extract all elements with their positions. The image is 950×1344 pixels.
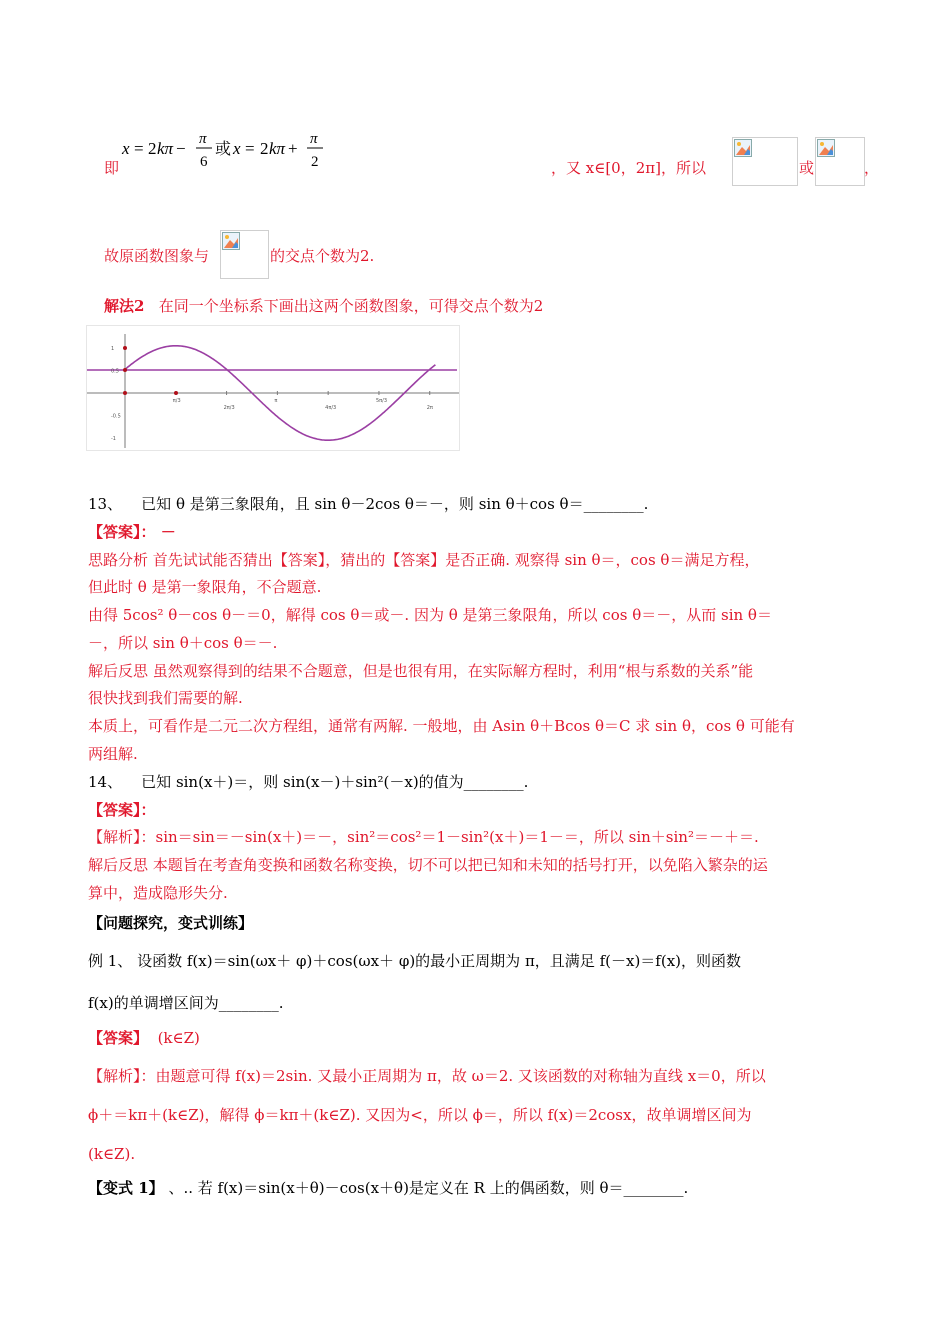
q13-p6: 很快找到我们需要的解. — [88, 689, 243, 707]
svg-text:kπ: kπ — [157, 139, 174, 158]
q14-question: 已知 sin(x＋)＝，则 sin(x－)＋sin²(－x)的值为________. — [141, 773, 529, 791]
svg-text:2: 2 — [311, 154, 319, 170]
x-tick-label: 2π/3 — [223, 405, 235, 411]
q13-p4: －，所以 sin θ＋cos θ＝－. — [88, 634, 278, 652]
svg-text:x: x — [233, 139, 241, 158]
line2-start: 故原函数图象与 — [104, 247, 210, 265]
ex1-a2: ϕ＋＝kπ＋(k∈Z)，解得 ϕ＝kπ＋(k∈Z). 又因为<，所以 ϕ＝，所以 f(x)＝2cosx，故单调增区间为 — [88, 1106, 752, 1124]
q13-p1: 思路分析 首先试试能否猜出【答案】，猜出的【答案】是否正确. 观察得 sin θ＝，cos θ＝满足方程， — [88, 551, 760, 569]
svg-text:x: x — [122, 139, 130, 158]
image-placeholder-3 — [220, 230, 269, 279]
svg-text:6: 6 — [200, 154, 208, 170]
x-tick-label: π/3 — [172, 398, 181, 404]
y-tick-label: 1 — [111, 346, 115, 352]
or-label: 或 — [799, 159, 815, 177]
broken-image-icon — [734, 139, 752, 157]
point-pi-third — [174, 391, 178, 395]
svg-text:−: − — [176, 139, 186, 158]
section-title: 【问题探究，变式训练】 — [88, 914, 254, 932]
image-placeholder-2 — [815, 137, 865, 186]
x-tick-label: 2π — [426, 405, 433, 411]
math-formula-image — [120, 128, 340, 174]
variant-label: 【变式 1】 — [88, 1179, 164, 1197]
y-tick-label: -1 — [111, 436, 116, 442]
line2-end: 的交点个数为2. — [270, 247, 375, 265]
point-origin — [123, 391, 127, 395]
svg-text:kπ: kπ — [269, 139, 286, 158]
q14-answer: 【答案】： — [88, 801, 156, 819]
ex1-answer-label: 【答案】 — [88, 1029, 149, 1047]
q14-r2: 算中，造成隐形失分. — [88, 884, 228, 902]
ji-label: 即 — [104, 159, 120, 177]
q14-analysis: 【解析】：sin＝sin＝－sin(x＋)＝－，sin²＝cos²＝1－sin²(x＋)＝1－＝，所以 sin＋sin²＝－＋＝. — [88, 828, 759, 846]
ex1-a3: (k∈Z). — [88, 1145, 136, 1163]
y-tick-label: -0.5 — [111, 413, 121, 420]
q13-p8: 两组解. — [88, 745, 138, 763]
svg-text:=: = — [134, 139, 144, 158]
broken-image-icon — [222, 232, 240, 250]
comma: ， — [864, 159, 880, 177]
ex1-answer-text: (k∈Z) — [157, 1029, 200, 1047]
line1-tail: ，又 x∈[0，2π]，所以 — [551, 159, 706, 177]
svg-text:2: 2 — [148, 139, 157, 158]
x-tick-label: 5π/3 — [375, 398, 388, 404]
q13-p7: 本质上，可看作是二元二次方程组，通常有两解. 一般地，由 Asin θ＋Bcos θ＝C 求 sin θ，cos θ 可能有 — [88, 717, 795, 735]
ex1-line1: 例 1、 设函数 f(x)＝sin(ωx＋ φ)＋cos(ωx＋ φ)的最小正周期为 π，且满足 f(－x)＝f(x)，则函数 — [88, 952, 742, 970]
svg-text:=: = — [245, 139, 255, 158]
function-graph — [86, 325, 460, 451]
x-tick-label: 4π/3 — [325, 405, 337, 411]
ex1-a1: 【解析】：由题意可得 f(x)＝2sin. 又最小正周期为 π，故 ω＝2. 又该函数的对称轴为直线 x＝0，所以 — [88, 1067, 766, 1085]
ex1-line2: f(x)的单调增区间为________. — [88, 994, 284, 1012]
q13-p5: 解后反思 虽然观察得到的结果不合题意，但是也很有用，在实际解方程时，利用“根与系数的关系”能 — [88, 662, 754, 680]
q14-r1: 解后反思 本题旨在考查角变换和函数名称变换，切不可以把已知和未知的括号打开，以免陷入繁杂的运 — [88, 856, 768, 874]
svg-text:π: π — [310, 131, 318, 147]
x-tick-label: π — [274, 398, 278, 404]
variant-text: 、.. 若 f(x)＝sin(x＋θ)－cos(x＋θ)是定义在 R 上的偶函数，则 θ＝________. — [168, 1179, 689, 1197]
q13-number: 13、 — [88, 495, 123, 513]
method2-text: 在同一个坐标系下画出这两个函数图象，可得交点个数为2 — [158, 297, 544, 315]
svg-text:或: 或 — [215, 141, 232, 158]
graph-svg — [87, 326, 459, 450]
q13-answer: 【答案】： － — [88, 523, 176, 541]
method2-label: 解法2 — [104, 297, 145, 315]
point-half — [123, 368, 127, 372]
svg-text:+: + — [288, 139, 298, 158]
point-top — [123, 346, 127, 350]
q13-question: 已知 θ 是第三象限角，且 sin θ－2cos θ＝－，则 sin θ＋cos θ＝________. — [141, 495, 649, 513]
q13-p2: 但此时 θ 是第一象限角，不合题意. — [88, 578, 322, 596]
q13-p3: 由得 5cos² θ－cos θ－＝0，解得 cos θ＝或－. 因为 θ 是第三象限角，所以 cos θ＝－，从而 sin θ＝ — [88, 606, 772, 624]
broken-image-icon — [817, 139, 835, 157]
svg-text:2: 2 — [260, 139, 269, 158]
svg-text:π: π — [199, 131, 207, 147]
y-tick-label: 0.5 — [111, 368, 119, 375]
image-placeholder-1 — [732, 137, 798, 186]
q14-number: 14、 — [88, 773, 123, 791]
